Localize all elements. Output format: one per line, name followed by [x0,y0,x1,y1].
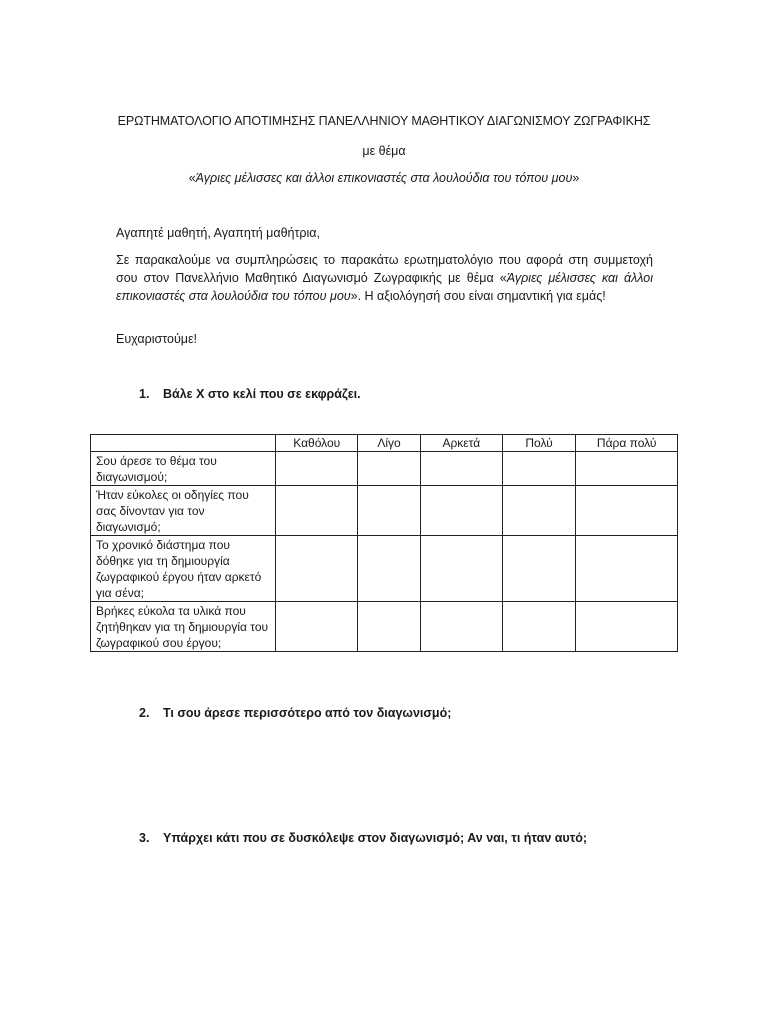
question-text: Τι σου άρεσε περισσότερο από τον διαγωνισμό; [163,706,452,720]
intro-paragraph [116,251,653,305]
rating-cell[interactable] [276,452,358,486]
rating-cell[interactable] [358,486,421,536]
table-header-row [91,435,678,452]
theme-open-quote: « [188,171,196,185]
table-header-cell: Αρκετά [420,435,502,452]
theme-close-quote: » [572,171,580,185]
question-number: 3. [139,831,150,845]
rating-cell[interactable] [276,602,358,652]
question-3 [139,831,587,845]
rating-cell[interactable] [576,452,678,486]
intro-text-part1: Σε παρακαλούμε να συμπληρώσεις το παρακάτω ερωτηματολόγιο που αφορά στη συμμετοχή σου στον Πανελλήνιο Μαθητικό Διαγωνισμό Ζωγραφικής με θέμα « [116,253,653,285]
theme-text: Άγριες μέλισσες και άλλοι επικονιαστές στα λουλούδια του τόπου μου [195,171,573,185]
table-row [91,536,678,602]
rating-cell[interactable] [576,536,678,602]
question-number: 2. [139,706,150,720]
table-header-empty [91,435,276,452]
rating-cell[interactable] [358,602,421,652]
intro-text-italic: Άγριες μέλισσες και άλλοι επικονιαστές στα λουλούδια του τόπου μου [116,271,653,303]
row-question-label: Το χρονικό διάστημα που δόθηκε για τη δημιουργία ζωγραφικού έργου ήταν αρκετό για σένα; [91,536,276,602]
question-2 [139,706,451,720]
rating-table [90,434,678,652]
rating-cell[interactable] [420,602,502,652]
intro-text-part2: ». Η αξιολόγησή σου είναι σημαντική για εμάς! [350,289,606,303]
document-subtitle: με θέμα [362,144,406,158]
row-question-label: Βρήκες εύκολα τα υλικά που ζητήθηκαν για τη δημιουργία του ζωγραφικού σου έργου; [91,602,276,652]
table-row [91,602,678,652]
question-text: Υπάρχει κάτι που σε δυσκόλεψε στον διαγωνισμό; Αν ναι, τι ήταν αυτό; [163,831,588,845]
rating-cell[interactable] [358,452,421,486]
rating-cell[interactable] [420,536,502,602]
row-question-label: Ήταν εύκολες οι οδηγίες που σας δίνονταν για τον διαγωνισμό; [91,486,276,536]
table-row [91,486,678,536]
document-title: ΕΡΩΤΗΜΑΤΟΛΟΓΙΟ ΑΠΟΤΙΜΗΣΗΣ ΠΑΝΕΛΛΗΝΙΟΥ ΜΑΘΗΤΙΚΟΥ ΔΙΑΓΩΝΙΣΜΟΥ ΖΩΓΡΑΦΙΚΗΣ [117,114,651,128]
rating-cell[interactable] [276,486,358,536]
rating-cell[interactable] [576,486,678,536]
rating-cell[interactable] [420,486,502,536]
question-1 [139,387,361,401]
question-number: 1. [139,387,150,401]
question-text: Βάλε Χ στο κελί που σε εκφράζει. [163,387,361,401]
rating-cell[interactable] [358,536,421,602]
row-question-label: Σου άρεσε το θέμα του διαγωνισμού; [91,452,276,486]
greeting: Αγαπητέ μαθητή, Αγαπητή μαθήτρια, [116,226,321,240]
rating-cell[interactable] [502,452,576,486]
rating-cell[interactable] [576,602,678,652]
table-row [91,452,678,486]
table-header-cell: Πάρα πολύ [576,435,678,452]
rating-cell[interactable] [502,602,576,652]
rating-cell[interactable] [276,536,358,602]
rating-cell[interactable] [502,536,576,602]
table-header-cell: Πολύ [502,435,576,452]
rating-cell[interactable] [502,486,576,536]
table-header-cell: Λίγο [358,435,421,452]
thanks-line: Ευχαριστούμε! [116,332,198,346]
table-header-cell: Καθόλου [276,435,358,452]
rating-cell[interactable] [420,452,502,486]
document-theme [0,171,768,185]
